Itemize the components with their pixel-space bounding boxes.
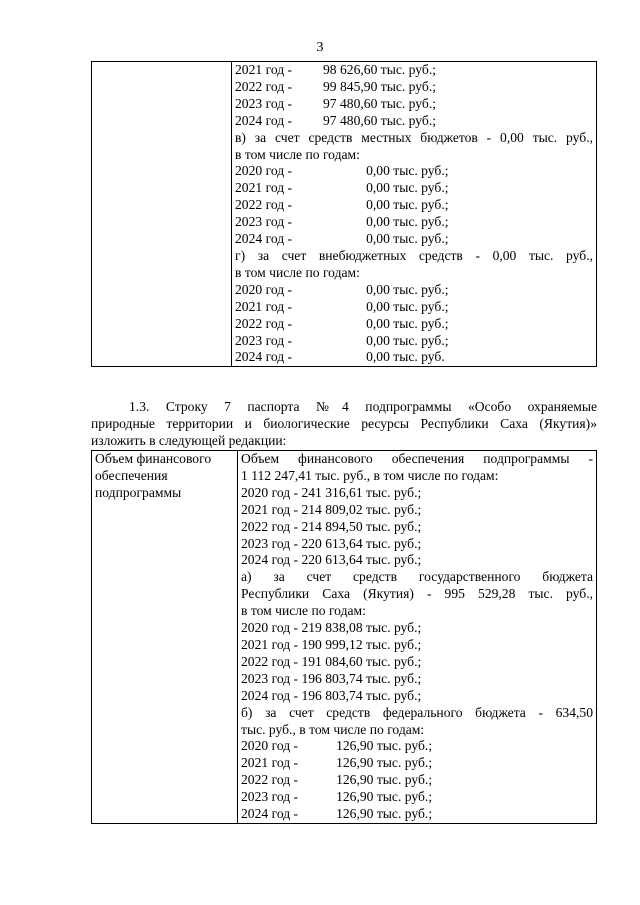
paragraph-line: 1.3. Строку 7 паспорта №4 подпрограммы «Особо охраняемые (129, 399, 597, 414)
state-budget-subheading: в том числе по годам: (241, 603, 366, 619)
extrabudgetary-line: 2022 год - 0,00 тыс. руб.; (235, 315, 449, 331)
extrabudgetary-heading: г) за счет внебюджетных средств - 0,00 тыс. руб., (235, 247, 593, 263)
row-label-line: Объем финансового (95, 451, 212, 466)
paragraph-line: изложить в следующей редакции: (91, 433, 287, 448)
amendment-paragraph (91, 398, 597, 449)
federal-budget-line: 2023 год - 126,90 тыс. руб.; (241, 789, 433, 805)
federal-budget-line: 2022 год - 126,90 тыс. руб.; (241, 772, 433, 788)
funding-table-new (91, 450, 597, 824)
state-budget-heading-2: Республики Саха (Якутия) - 995 529,28 тыс. руб., (241, 586, 593, 602)
local-budget-line: 2020 год - 0,00 тыс. руб.; (235, 163, 449, 179)
total-line: 2022 год - 214 894,50 тыс. руб.; (241, 518, 422, 534)
paragraph-line: природные территории и биологические ресурсы Республики Саха (Якутия)» (91, 416, 597, 431)
total-line: 2024 год - 220 613,64 тыс. руб.; (241, 552, 422, 568)
federal-budget-line: 2024 год - 126,90 тыс. руб.; (241, 806, 433, 822)
state-budget-line: 2024 год - 196 803,74 тыс. руб.; (241, 687, 422, 703)
state-budget-line: 2021 год - 190 999,12 тыс. руб.; (241, 636, 422, 652)
row-label-line: обеспечения (95, 467, 168, 483)
table2-right-cell (238, 451, 597, 824)
federal-budget-subheading: тыс. руб., в том числе по годам: (241, 721, 425, 737)
extrabudgetary-line: 2023 год - 0,00 тыс. руб.; (235, 332, 449, 348)
table1-right-cell (232, 62, 597, 367)
funding-line: 2022 год - 99 845,90 тыс. руб.; (235, 78, 437, 94)
total-line: 2020 год - 241 316,61 тыс. руб.; (241, 484, 422, 500)
state-budget-line: 2022 год - 191 084,60 тыс. руб.; (241, 653, 422, 669)
state-budget-line: 2023 год - 196 803,74 тыс. руб.; (241, 670, 422, 686)
funding-line: 2024 год - 97 480,60 тыс. руб.; (235, 112, 437, 128)
extrabudgetary-line: 2024 год - 0,00 тыс. руб. (235, 349, 445, 365)
funding-line: 2021 год - 98 626,60 тыс. руб.; (235, 62, 437, 77)
extrabudgetary-line: 2020 год - 0,00 тыс. руб.; (235, 281, 449, 297)
extrabudgetary-subheading: в том числе по годам: (235, 264, 360, 280)
extrabudgetary-line: 2021 год - 0,00 тыс. руб.; (235, 298, 449, 314)
local-budget-line: 2022 год - 0,00 тыс. руб.; (235, 197, 449, 213)
local-budget-line: 2021 год - 0,00 тыс. руб.; (235, 180, 449, 196)
state-budget-line: 2020 год - 219 838,08 тыс. руб.; (241, 620, 422, 636)
state-budget-heading: а) за счет средств государственного бюджета (241, 569, 593, 585)
row-label-line: подпрограммы (95, 484, 182, 500)
local-budget-heading: в) за счет средств местных бюджетов - 0,00 тыс. руб., (235, 129, 593, 145)
total-subheading: 1 112 247,41 тыс. руб., в том числе по годам: (241, 467, 499, 483)
funding-line: 2023 год - 97 480,60 тыс. руб.; (235, 95, 437, 111)
page-number: 3 (316, 40, 324, 55)
table2-left-cell (92, 451, 238, 824)
federal-budget-line: 2020 год - 126,90 тыс. руб.; (241, 738, 433, 754)
local-budget-line: 2023 год - 0,00 тыс. руб.; (235, 214, 449, 230)
total-heading: Объем финансового обеспечения подпрограммы - (241, 451, 593, 466)
federal-budget-heading: б) за счет средств федерального бюджета - 634,50 (241, 704, 593, 720)
total-line: 2021 год - 214 809,02 тыс. руб.; (241, 501, 422, 517)
total-line: 2023 год - 220 613,64 тыс. руб.; (241, 535, 422, 551)
funding-table-continued (91, 61, 597, 367)
local-budget-line: 2024 год - 0,00 тыс. руб.; (235, 231, 449, 247)
local-budget-subheading: в том числе по годам: (235, 146, 360, 162)
table1-left-cell (92, 62, 232, 367)
federal-budget-line: 2021 год - 126,90 тыс. руб.; (241, 755, 433, 771)
